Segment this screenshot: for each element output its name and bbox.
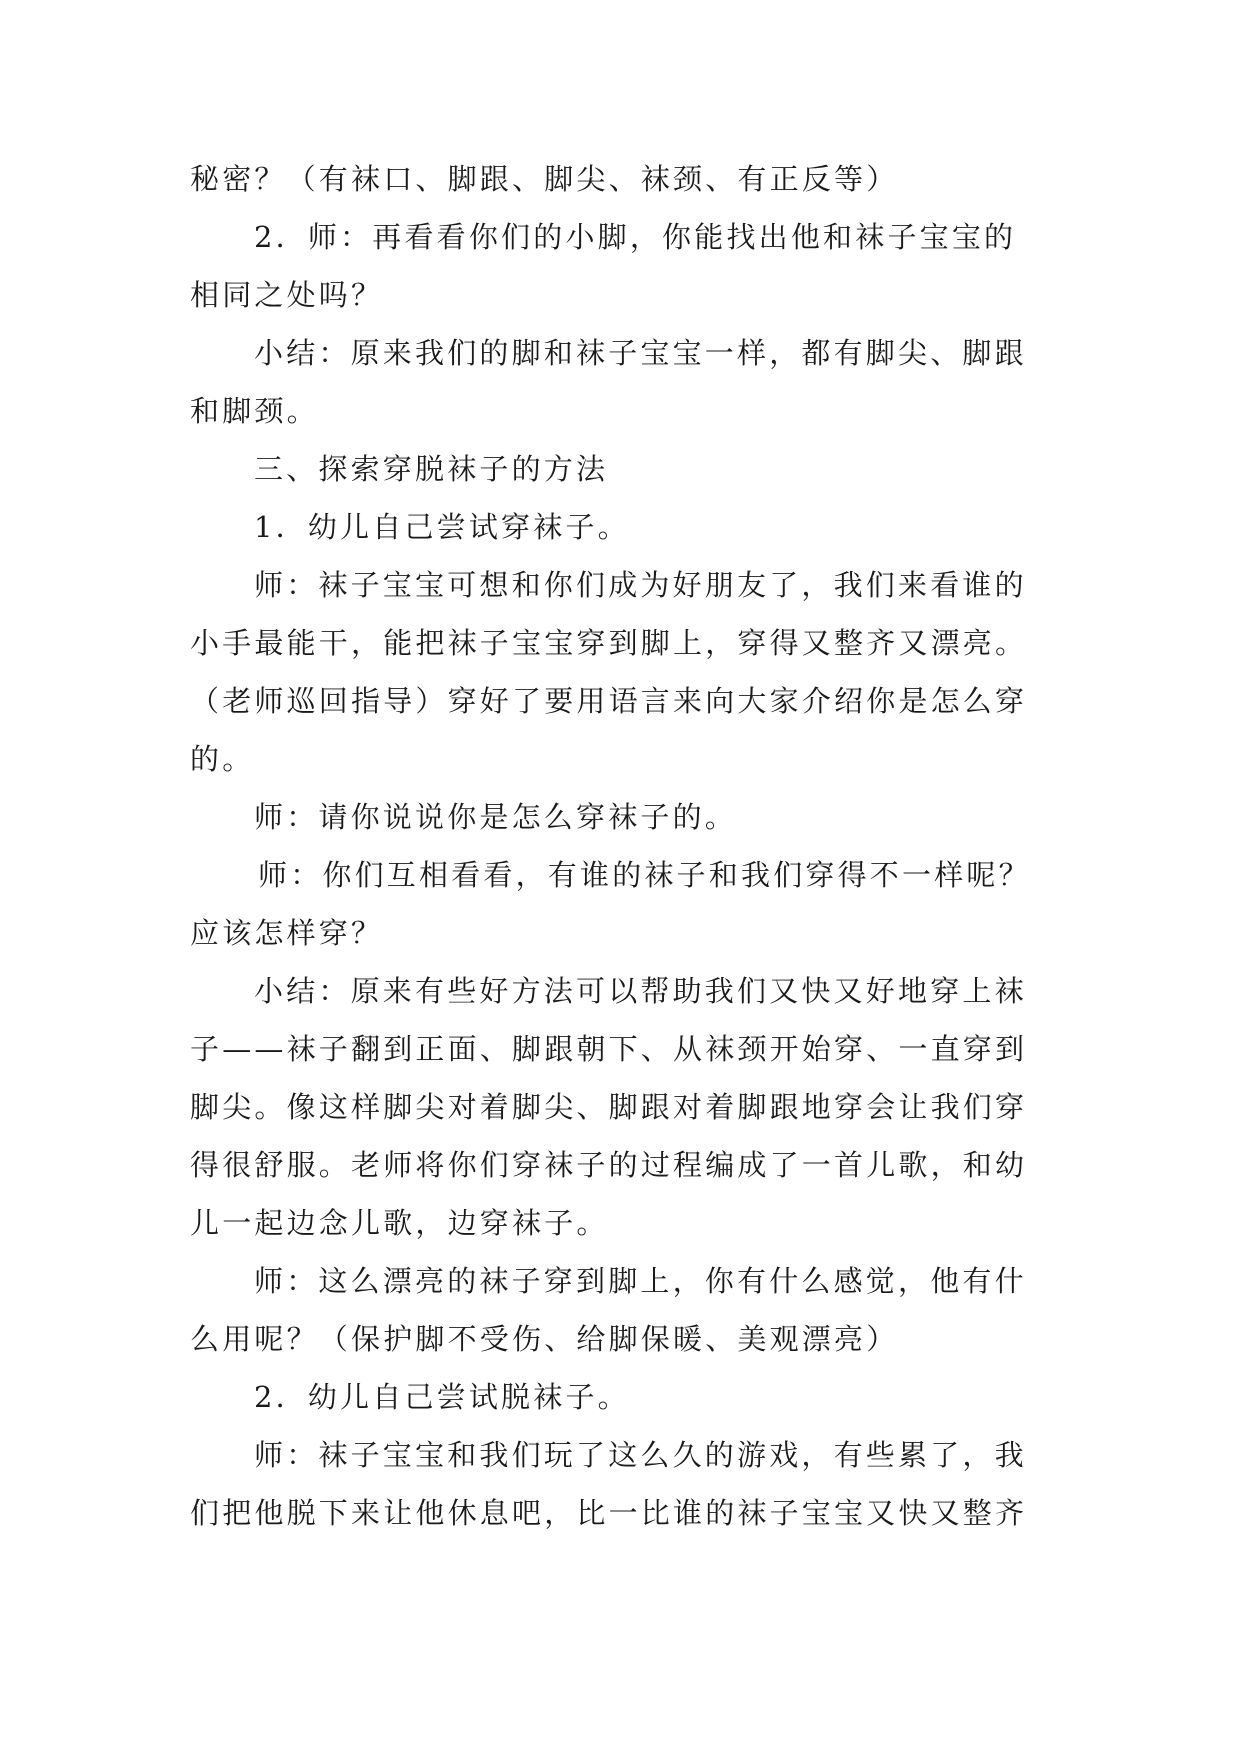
text-line: 秘密？（有袜口、脚跟、脚尖、袜颈、有正反等） [190,162,899,196]
text-line: 小结：原来我们的脚和袜子宝宝一样，都有脚尖、脚跟 [254,336,1027,370]
text-line: 2．幼儿自己尝试脱袜子。 [254,1380,630,1414]
text-line: 们把他脱下来让他休息吧，比一比谁的袜子宝宝又快又整齐 [190,1496,1028,1530]
text-line: 师：袜子宝宝可想和你们成为好朋友了，我们来看谁的 [254,568,1027,602]
text-line: 小手最能干，能把袜子宝宝穿到脚上，穿得又整齐又漂亮。 [190,626,1028,660]
text-line: 师：你们互相看看，有谁的袜子和我们穿得不一样呢？ [258,858,1031,892]
text-line: 小结：原来有些好方法可以帮助我们又快又好地穿上袜 [254,974,1027,1008]
text-line: 师：请你说说你是怎么穿袜子的。 [254,800,738,834]
text-line: 1．幼儿自己尝试穿袜子。 [254,510,630,544]
text-line: 师：袜子宝宝和我们玩了这么久的游戏，有些累了，我 [254,1438,1027,1472]
text-line: 得很舒服。老师将你们穿袜子的过程编成了一首儿歌，和幼 [190,1148,1028,1182]
text-line: 么用呢？（保护脚不受伤、给脚保暖、美观漂亮） [190,1322,899,1356]
text-line: 2．师：再看看你们的小脚，你能找出他和袜子宝宝的 [254,220,1017,254]
text-line: 相同之处吗？ [190,278,384,312]
document-body [190,150,1050,1542]
text-line: 和脚颈。 [190,394,319,428]
text-line: 子——袜子翻到正面、脚跟朝下、从袜颈开始穿、一直穿到 [190,1032,1028,1066]
text-line: 脚尖。像这样脚尖对着脚尖、脚跟对着脚跟地穿会让我们穿 [190,1090,1028,1124]
text-line: 师：这么漂亮的袜子穿到脚上，你有什么感觉，他有什 [254,1264,1027,1298]
text-line: 的。 [190,742,255,776]
text-line: 应该怎样穿？ [190,916,384,950]
text-line: （老师巡回指导）穿好了要用语言来向大家介绍你是怎么穿 [190,684,1028,718]
text-line: 儿一起边念儿歌，边穿袜子。 [190,1206,609,1240]
section-heading: 三、探索穿脱袜子的方法 [254,452,609,486]
